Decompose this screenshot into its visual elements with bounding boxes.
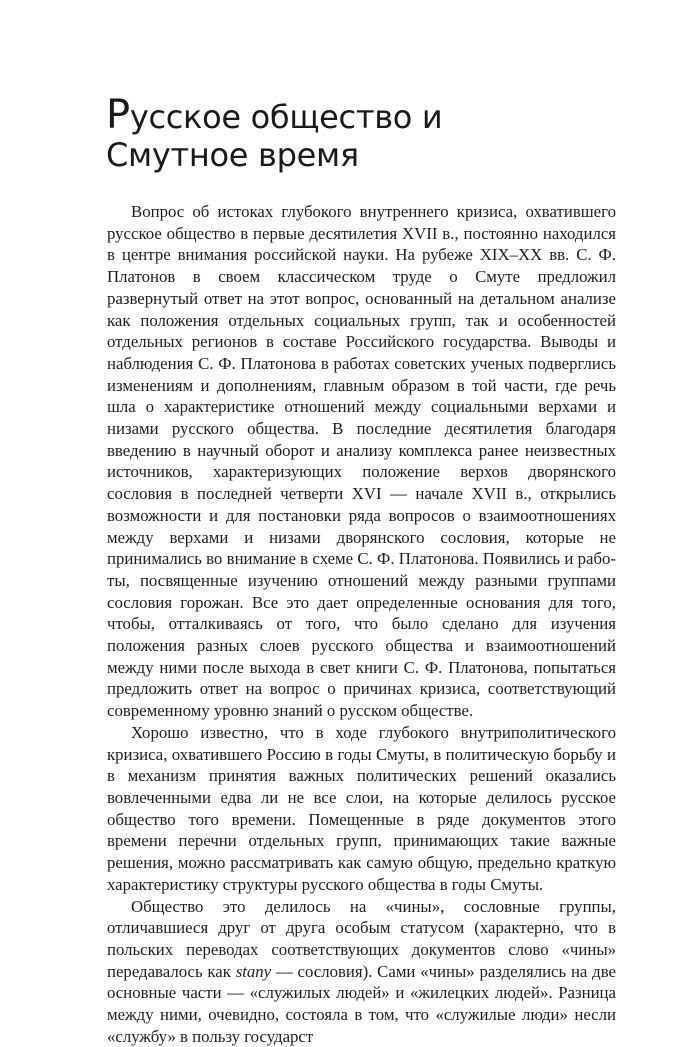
chapter-title-first-letter: Р bbox=[106, 92, 130, 138]
paragraph-1: Вопрос об истоках глубокого внутреннего кризиса, охватившего русское общество в первые десятилетия XVII в., постоянно находился в центре внимания российской науки. На рубеже XIX–XX вв. С. Ф. Платонов в своем классическом труде о Смуте предложил развернутый ответ на этот вопрос, основанный на детальном анализе как положения отдельных социальных групп, так и особенностей отдельных регионов в составе Российского государства. Выводы и наблюдения С. Ф. Платонова в работах советских ученых подверглись изменениям и дополнениям, главным образом в той части, где речь шла о характеристике отношений между социальными верхами и низами русского общества. В последние десятилетия благодаря введению в научный оборот и анализу комплекса ранее неизвестных источников, характеризующих положение верхов дворянского сословия в последней четверти XVI — начале XVII в., открылись возможности и для постановки ряда вопросов о взаимоотношениях между верхами и низами дворянского сословия, которые не принимались во внимание в схеме С. Ф. Платонова. Появились и работы, посвященные изучению отношений между разными группами сословия горожан. Все это дает определенные основания для того, чтобы, отталкиваясь от того, что было сделано для изучения положения разных слоев русского общества и взаимоотношений между ними после выхода в свет книги С. Ф. Платонова, попытаться предложить ответ на вопрос о причинах кризиса, соответствующий современному уровню знаний о русском обществе. bbox=[107, 201, 616, 722]
paragraph-3 bbox=[107, 896, 616, 1047]
paragraph-2: Хорошо известно, что в ходе глубокого внутриполитического кризиса, охватившего Россию в годы Смуты, в политическую борьбу и в механизм принятия важных политических решений оказались вовлеченными едва ли не все слои, на которые делилось русское общество того времени. Помещенные в ряде документов этого времени перечни отдельных групп, принимающих такие важные решения, можно рассматривать как самую общую, предельно краткую характеристику структуры русского общества в годы Смуты. bbox=[107, 722, 616, 896]
chapter-title-rest: усское общество и Смутное время bbox=[106, 98, 442, 174]
paragraph-3-part-1: Общество это делилось на «чины», сословные группы, отличавшиеся друг от друга особым статусом (характерно, что в польских переводах соответствующих документов слово «чины» передавалось как bbox=[107, 897, 616, 981]
paragraph-3-part-2: — сословия). Сами «чины» разделялись на две основные части — «служилых людей» и «жилецких людей». Разница между ними, очевидно, состояла в том, что «служилые люди» несли «службу» в пользу государст bbox=[107, 962, 616, 1046]
body-text bbox=[107, 201, 616, 1047]
italic-term: stany bbox=[236, 962, 271, 981]
chapter-title bbox=[106, 96, 586, 174]
